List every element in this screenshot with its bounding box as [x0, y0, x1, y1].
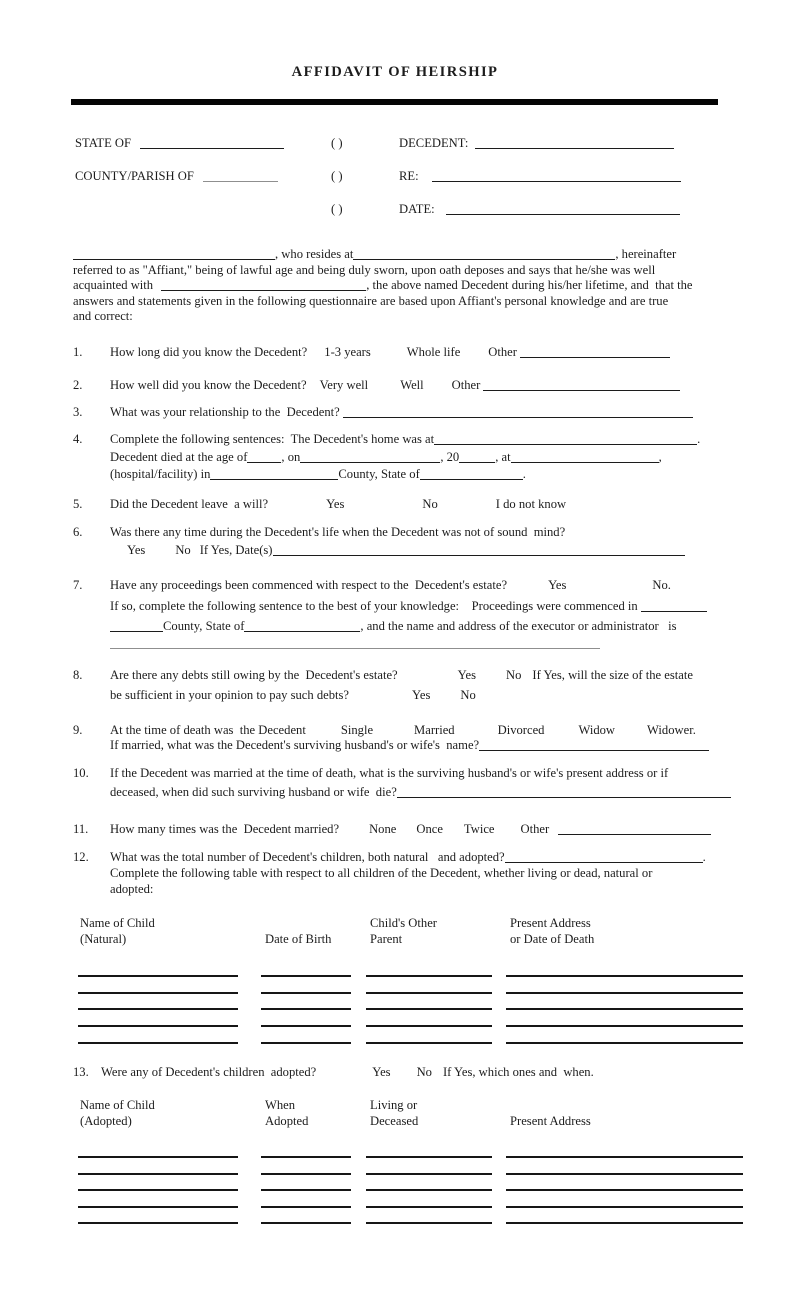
question-6-number: 6. [73, 525, 83, 539]
text-segment: STATE OF [75, 136, 135, 150]
blank-fill-in-line [506, 1206, 743, 1208]
blank-fill-in-line [161, 288, 366, 291]
blank-fill-in-line [366, 1008, 492, 1010]
blank-fill-in-line [506, 1156, 743, 1158]
blank-fill-in-line [78, 975, 238, 977]
text-segment: Yes [326, 497, 345, 511]
question-6 [73, 525, 565, 540]
blank-fill-in-line [78, 992, 238, 994]
question-11-number: 11. [73, 822, 89, 836]
spacing-gap [391, 1075, 417, 1076]
text-segment: Have any proceedings been commenced with respect to the Decedent's estate? [110, 578, 508, 592]
question-8 [73, 668, 693, 683]
spacing-gap [191, 553, 200, 554]
table2-header-adopted-label: (Adopted) [80, 1114, 132, 1128]
spacing-gap [307, 388, 320, 389]
text-segment: What was the total number of Decedent's children, both natural and adopted? [110, 850, 505, 864]
question-4-line-2 [110, 450, 662, 465]
text-segment: adopted: [110, 882, 154, 896]
blank-fill-in-line [261, 1189, 351, 1191]
blank-fill-in-line [78, 1206, 238, 1208]
spacing-gap [424, 388, 452, 389]
question-6-line-2 [127, 543, 685, 558]
text-segment: If Yes, which ones and when. [442, 1065, 594, 1079]
text-segment: Other [451, 378, 484, 392]
re-field [399, 169, 681, 184]
text-segment: Yes [457, 668, 476, 682]
blank-fill-in-line [397, 795, 731, 798]
question-2-text [110, 378, 680, 392]
decedent-field [399, 136, 674, 151]
blank-fill-in-line [73, 257, 275, 260]
table2-header-when-adopted: Adopted [265, 1114, 309, 1128]
text-segment: Were any of Decedent's children adopted? [101, 1065, 317, 1079]
blank-fill-in-line [506, 975, 743, 977]
blank-fill-in-line [78, 1008, 238, 1010]
text-segment: Very well [319, 378, 369, 392]
table1-header-childs-other: Child's Other [370, 916, 437, 930]
spacing-gap [495, 832, 521, 833]
blank-fill-in-line [78, 1189, 238, 1191]
text-segment: How many times was the Decedent married? [110, 822, 340, 836]
table1-header-present-address: Present Address [510, 916, 591, 930]
blank-fill-in-line [366, 1206, 492, 1208]
blank-fill-in-line [343, 415, 693, 418]
question-8-number: 8. [73, 668, 83, 682]
text-segment: Yes [127, 543, 146, 557]
question-9 [73, 723, 696, 738]
spacing-gap [430, 698, 460, 699]
spacing-gap [396, 832, 416, 833]
spacing-gap [307, 355, 324, 356]
spacing-gap [339, 832, 369, 833]
question-11-text [110, 822, 711, 836]
blank-fill-in-line [506, 1008, 743, 1010]
question-9-line-2 [110, 738, 709, 753]
table1-header-name-of-child: Name of Child [80, 916, 155, 930]
spacing-gap [432, 1075, 443, 1076]
text-segment: Once [416, 822, 443, 836]
text-segment: Other [520, 822, 553, 836]
question-4 [73, 432, 700, 447]
blank-fill-in-line [261, 1008, 351, 1010]
question-1-number: 1. [73, 345, 83, 359]
blank-fill-in-line [300, 460, 440, 463]
text-segment: be sufficient in your opinion to pay such debts? [110, 688, 350, 702]
question-5 [73, 497, 566, 512]
spacing-gap [438, 507, 496, 508]
document-title: AFFIDAVIT OF HEIRSHIP [291, 64, 499, 80]
intro-line-5 [73, 309, 133, 324]
text-segment: If the Decedent was married at the time of death, what is the surviving husband's or wife's present address or if [110, 766, 669, 780]
question-12-line-3 [110, 882, 153, 897]
question-12-number: 12. [73, 850, 89, 864]
text-segment: Was there any time during the Decedent's life when the Decedent was not of sound mind? [110, 525, 566, 539]
text-segment: Are there any debts still owing by the Decedent's estate? [110, 668, 398, 682]
question-5-number: 5. [73, 497, 83, 511]
spacing-gap [455, 733, 498, 734]
question-4-line-1 [110, 432, 700, 446]
table2-header-when: When [265, 1098, 296, 1112]
blank-fill-in-line [479, 748, 709, 751]
spacing-gap [544, 733, 578, 734]
question-3 [73, 405, 693, 420]
spacing-gap [373, 733, 414, 734]
text-segment: No. [652, 578, 671, 592]
question-12-line-1 [110, 850, 706, 864]
text-segment: None [369, 822, 397, 836]
paren-mark-3: ( ) [331, 202, 343, 216]
blank-fill-in-line [366, 992, 492, 994]
spacing-gap [566, 588, 652, 589]
text-segment: , on [281, 450, 301, 464]
spacing-gap [460, 355, 488, 356]
text-segment: RE: [399, 169, 422, 183]
text-segment: If so, complete the following sentence to the best of your knowledge: Proceedings were commenced in [110, 599, 641, 613]
blank-fill-in-line [78, 1042, 238, 1044]
blank-fill-in-line [247, 460, 281, 463]
blank-fill-in-line [446, 212, 680, 215]
blank-fill-in-line [366, 1189, 492, 1191]
text-segment: Well [400, 378, 424, 392]
table2-header-present-address: Present Address [510, 1114, 591, 1128]
blank-fill-in-line [110, 629, 163, 632]
blank-fill-in-line [203, 179, 278, 182]
blank-fill-in-line [261, 1156, 351, 1158]
text-segment: Widow [578, 723, 616, 737]
blank-fill-in-line [366, 1156, 492, 1158]
text-segment: Twice [463, 822, 495, 836]
spacing-gap [422, 179, 432, 180]
question-7-line-2 [110, 599, 707, 614]
question-1 [73, 345, 670, 360]
blank-fill-in-line [261, 992, 351, 994]
question-13 [73, 1065, 594, 1080]
blank-fill-in-line [261, 1206, 351, 1208]
blank-fill-in-line [434, 442, 697, 445]
blank-fill-in-line [641, 609, 707, 612]
blank-fill-in-line [366, 1042, 492, 1044]
spacing-gap [371, 355, 407, 356]
blank-fill-in-line [261, 975, 351, 977]
spacing-gap [368, 388, 400, 389]
text-segment: . [697, 432, 701, 446]
spacing-gap [316, 1075, 372, 1076]
blank-fill-in-line [110, 646, 600, 649]
text-segment: How long did you know the Decedent? [110, 345, 308, 359]
text-segment: How well did you know the Decedent? [110, 378, 307, 392]
text-segment: Other [488, 345, 521, 359]
text-segment: , at [495, 450, 511, 464]
question-10-number: 10. [73, 766, 89, 780]
blank-fill-in-line [366, 1222, 492, 1224]
title-divider-rule [71, 99, 718, 105]
spacing-gap [438, 212, 446, 213]
question-10 [73, 766, 668, 781]
blank-fill-in-line [261, 1173, 351, 1175]
blank-fill-in-line [459, 460, 495, 463]
blank-fill-in-line [420, 477, 523, 480]
blank-fill-in-line [432, 179, 681, 182]
text-segment: , hereinafter [615, 247, 677, 261]
text-segment: acquainted with [73, 278, 157, 292]
blank-fill-in-line [366, 1025, 492, 1027]
text-segment: At the time of death was the Decedent [110, 723, 306, 737]
question-13-number: 13. [73, 1065, 89, 1079]
text-segment: If Yes, Date(s) [199, 543, 273, 557]
question-1-text [110, 345, 670, 359]
table1-header-natural: (Natural) [80, 932, 127, 946]
text-segment: Yes [412, 688, 431, 702]
blank-fill-in-line [506, 1173, 743, 1175]
paren-mark-1: ( ) [331, 136, 343, 150]
spacing-gap [344, 507, 422, 508]
blank-fill-in-line [506, 1222, 743, 1224]
text-segment: Married [414, 723, 455, 737]
blank-fill-in-line [353, 257, 615, 260]
text-segment: County, State of [163, 619, 245, 633]
question-12 [73, 850, 706, 865]
blank-fill-in-line [505, 860, 703, 863]
blank-fill-in-line [78, 1173, 238, 1175]
question-9-number: 9. [73, 723, 83, 737]
blank-fill-in-line [475, 146, 674, 149]
text-segment: No [416, 1065, 432, 1079]
text-segment: , the above named Decedent during his/her lifetime, and that the [366, 278, 693, 292]
blank-fill-in-line [78, 1156, 238, 1158]
text-segment: , who resides at [275, 247, 354, 261]
text-segment: referred to as "Affiant," being of lawful age and being duly sworn, upon oath deposes and says that he/she was well [73, 263, 656, 277]
blank-fill-in-line [366, 975, 492, 977]
text-segment: DATE: [399, 202, 438, 216]
blank-fill-in-line [520, 355, 670, 358]
blank-fill-in-line [273, 553, 685, 556]
text-segment: DECEDENT: [399, 136, 472, 150]
spacing-gap [443, 832, 464, 833]
paren-mark-2: ( ) [331, 169, 343, 183]
text-segment: . [522, 467, 526, 481]
text-segment: Decedent died at the age of [110, 450, 248, 464]
text-segment: If married, what was the Decedent's surviving husband's or wife's name? [110, 738, 480, 752]
question-3-text [110, 405, 693, 419]
table1-header-date-of-birth: Date of Birth [265, 932, 332, 946]
question-3-number: 3. [73, 405, 83, 419]
text-segment: Complete the following table with respect to all children of the Decedent, whether living or dead, natural or [110, 866, 653, 880]
spacing-gap [476, 678, 506, 679]
text-segment: answers and statements given in the following questionnaire are based upon Affiant's personal knowledge and are true [73, 294, 669, 308]
text-segment: , and the name and address of the executor or administrator is [360, 619, 677, 633]
table1-header-or-date-of-death: or Date of Death [510, 932, 595, 946]
text-segment: deceased, when did such surviving husband or wife die? [110, 785, 397, 799]
question-7-line-3 [110, 619, 677, 634]
blank-fill-in-line [140, 146, 284, 149]
text-segment: and correct: [73, 309, 133, 323]
blank-fill-in-line [483, 388, 680, 391]
blank-fill-in-line [78, 1025, 238, 1027]
text-segment: No [460, 688, 476, 702]
table2-header-deceased: Deceased [370, 1114, 419, 1128]
question-2-number: 2. [73, 378, 83, 392]
blank-fill-in-line [506, 1042, 743, 1044]
county-parish-field [75, 169, 278, 184]
blank-fill-in-line [366, 1173, 492, 1175]
question-11 [73, 822, 711, 837]
blank-fill-in-line [506, 1025, 743, 1027]
question-4-number: 4. [73, 432, 83, 446]
text-segment: Widower. [647, 723, 696, 737]
question-10-line-2 [110, 785, 731, 800]
question-5-text [110, 497, 566, 511]
question-7-line-4 [110, 636, 600, 651]
spacing-gap [507, 588, 548, 589]
question-8-line-1 [110, 668, 693, 682]
text-segment: , 20 [440, 450, 460, 464]
intro-line-2 [73, 263, 655, 278]
text-segment: Whole life [406, 345, 461, 359]
text-segment: Single [340, 723, 374, 737]
spacing-gap [306, 733, 341, 734]
text-segment: Divorced [497, 723, 545, 737]
blank-fill-in-line [506, 1189, 743, 1191]
question-13-text [101, 1065, 594, 1079]
blank-fill-in-line [261, 1222, 351, 1224]
spacing-gap [145, 553, 175, 554]
table2-header-name-of-child: Name of Child [80, 1098, 155, 1112]
text-segment: Did the Decedent leave a will? [110, 497, 269, 511]
intro-line-3 [73, 278, 693, 293]
text-segment: If Yes, will the size of the estate [532, 668, 693, 682]
text-segment: What was your relationship to the Decedent? [110, 405, 343, 419]
text-segment: COUNTY/PARISH OF [75, 169, 198, 183]
question-9-line-1 [110, 723, 696, 737]
question-7-number: 7. [73, 578, 83, 592]
text-segment: . [702, 850, 706, 864]
question-10-line-1 [110, 766, 668, 780]
text-segment: No [175, 543, 191, 557]
text-segment: No [422, 497, 438, 511]
question-6-line-1 [110, 525, 565, 539]
blank-fill-in-line [261, 1042, 351, 1044]
date-field [399, 202, 680, 217]
intro-line-1 [73, 247, 676, 262]
blank-fill-in-line [210, 477, 338, 480]
text-segment: I do not know [495, 497, 567, 511]
text-segment: 1-3 years [324, 345, 371, 359]
table2-header-living-or: Living or [370, 1098, 418, 1112]
text-segment: County, State of [338, 467, 420, 481]
spacing-gap [268, 507, 326, 508]
text-segment: Yes [372, 1065, 391, 1079]
blank-fill-in-line [244, 629, 360, 632]
spacing-gap [349, 698, 412, 699]
intro-line-4 [73, 294, 668, 309]
question-12-line-2 [110, 866, 652, 881]
question-8-line-2 [110, 688, 476, 703]
question-7 [73, 578, 671, 593]
table1-header-parent: Parent [370, 932, 403, 946]
question-7-line-1 [110, 578, 671, 592]
text-segment: Complete the following sentences: The Decedent's home was at [110, 432, 435, 446]
spacing-gap [615, 733, 647, 734]
text-segment: Yes [548, 578, 567, 592]
question-2 [73, 378, 680, 393]
blank-fill-in-line [511, 460, 659, 463]
state-of-field [75, 136, 284, 151]
blank-fill-in-line [261, 1025, 351, 1027]
spacing-gap [521, 678, 532, 679]
blank-fill-in-line [506, 992, 743, 994]
text-segment: , [658, 450, 662, 464]
text-segment: (hospital/facility) in [110, 467, 211, 481]
question-4-line-3 [110, 467, 526, 482]
blank-fill-in-line [78, 1222, 238, 1224]
text-segment: No [505, 668, 522, 682]
blank-fill-in-line [558, 832, 711, 835]
spacing-gap [398, 678, 458, 679]
